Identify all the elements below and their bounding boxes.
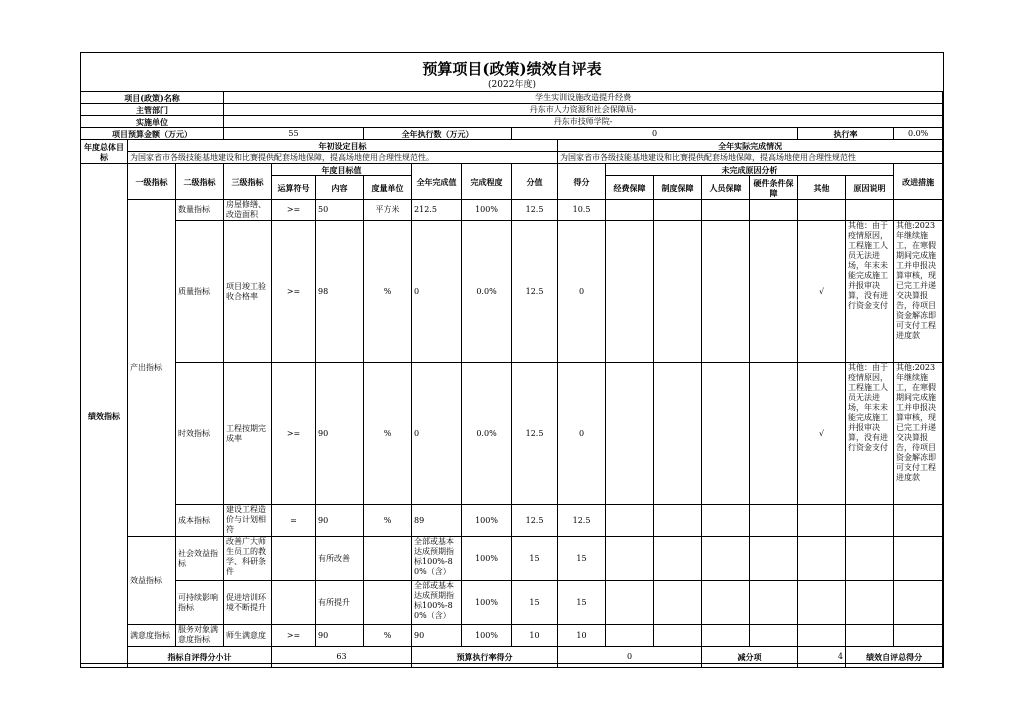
row-unit: % (364, 363, 412, 505)
row-r5 (798, 505, 846, 537)
row-score: 12.5 (558, 505, 606, 537)
row-improve (894, 625, 943, 647)
row-r5 (798, 581, 846, 625)
rate-value: 0.0% (894, 128, 943, 140)
rate-label: 执行率 (798, 128, 894, 140)
row-score-val: 12.5 (512, 363, 558, 505)
row-r3 (702, 221, 750, 363)
header-annual: 年度目标值 (272, 164, 412, 176)
dept-label: 主管部门 (81, 104, 224, 116)
header-content: 内容 (316, 176, 364, 200)
goal-actual-text: 为国家省市各级技能基地建设和比赛提供配套场地保障，提高场地使用合理性规范性 (558, 152, 943, 164)
row-l2: 社会效益指标 (176, 537, 224, 581)
header-l3: 三级指标 (224, 164, 272, 200)
row-unit: 平方米 (364, 200, 412, 221)
row-op (272, 537, 316, 581)
row-r3 (702, 200, 750, 221)
row-improve (894, 581, 943, 625)
header-degree: 完成程度 (462, 164, 512, 200)
row-improve (894, 537, 943, 581)
row-score: 0 (558, 221, 606, 363)
row-degree: 0.0% (462, 221, 512, 363)
row-actual: 0 (412, 363, 462, 505)
row-r3 (702, 625, 750, 647)
row-unit (364, 581, 412, 625)
row-reason (846, 581, 894, 625)
row-r1 (606, 625, 654, 647)
row-r5-check: √ (798, 363, 846, 505)
row-improve: 其他:2023年继续施工，在寒假期间完成施工并申报决算审核，现已完工并递交决算报告，待项目资金解冻即可支付工程进度款 (894, 363, 943, 505)
row-r3 (702, 537, 750, 581)
row-actual: 212.5 (412, 200, 462, 221)
row-actual: 89 (412, 505, 462, 537)
row-score: 0 (558, 363, 606, 505)
row-score: 15 (558, 537, 606, 581)
row-actual: 90 (412, 625, 462, 647)
row-l3: 师生满意度 (224, 625, 272, 647)
goal-label: 年度总体目标 (81, 140, 128, 164)
row-improve (894, 505, 943, 537)
header-r2: 制度保障 (654, 176, 702, 200)
row-r2 (654, 200, 702, 221)
row-l2: 时效指标 (176, 363, 224, 505)
page-title: 预算项目(政策)绩效自评表 (422, 60, 602, 78)
evaluation-table (80, 91, 944, 668)
header-actual: 全年完成值 (412, 164, 462, 200)
row-score-val: 15 (512, 537, 558, 581)
row-op: >= (272, 625, 316, 647)
deduct-value: 4 (798, 647, 846, 668)
row-r4 (750, 363, 798, 505)
row-l3: 项目竣工验收合格率 (224, 221, 272, 363)
goal-initial-text: 为国家省市各级技能基地建设和比赛提供配套场地保障，提高场地使用合理性规范性。 (128, 152, 558, 164)
row-improve: 其他:2023年继续施工，在寒假期间完成施工并申报决算审核，现已完工并递交决算报告，待项目资金解冻即可支付工程进度款 (894, 221, 943, 363)
row-unit: % (364, 221, 412, 363)
row-actual: 全部或基本达成预期指标100%-80%（含） (412, 537, 462, 581)
row-score-val: 15 (512, 581, 558, 625)
row-content: 98 (316, 221, 364, 363)
budget-label: 项目预算金额（万元） (81, 128, 224, 140)
project-name-label: 项目(政策)名称 (81, 92, 224, 104)
group-output: 产出指标 (128, 200, 176, 537)
row-content: 90 (316, 625, 364, 647)
row-score: 10.5 (558, 200, 606, 221)
row-unit: % (364, 625, 412, 647)
deduct-label: 减分项 (702, 647, 798, 668)
budget-value: 55 (224, 128, 364, 140)
row-op (272, 581, 316, 625)
row-reason: 其他：由于疫情原因，工程施工人员无法进场，年末未能完成施工并报审决算，没有进行资金支付 (846, 221, 894, 363)
evaluation-sheet (80, 52, 944, 664)
row-reason (846, 625, 894, 647)
row-r1 (606, 581, 654, 625)
subtotal-value: 63 (272, 647, 412, 668)
row-score-val: 12.5 (512, 221, 558, 363)
row-r3 (702, 581, 750, 625)
row-r4 (750, 625, 798, 647)
header-l1: 一级指标 (128, 164, 176, 200)
header-l2: 二级指标 (176, 164, 224, 200)
row-l3: 改善广大师生员工的教学、科研条件 (224, 537, 272, 581)
row-degree: 100% (462, 581, 512, 625)
page-subtitle-year: (2022年度) (488, 80, 536, 90)
title-block (81, 53, 943, 91)
subtotal-label: 指标自评得分小计 (128, 647, 272, 668)
row-reason (846, 537, 894, 581)
row-score-val: 10 (512, 625, 558, 647)
header-score-val: 分值 (512, 164, 558, 200)
row-op: = (272, 505, 316, 537)
row-r2 (654, 625, 702, 647)
row-content: 有所改善 (316, 537, 364, 581)
row-l2: 数量指标 (176, 200, 224, 221)
project-name-value: 学生实训设施改造提升经费 (224, 92, 943, 104)
header-r3: 人员保障 (702, 176, 750, 200)
row-l2: 成本指标 (176, 505, 224, 537)
dept-value: 丹东市人力资源和社会保障局- (224, 104, 943, 116)
row-content: 有所提升 (316, 581, 364, 625)
row-r1 (606, 221, 654, 363)
row-op: >= (272, 200, 316, 221)
row-actual: 0 (412, 221, 462, 363)
header-r1: 经费保障 (606, 176, 654, 200)
row-r4 (750, 221, 798, 363)
row-score: 10 (558, 625, 606, 647)
header-improve: 改进措施 (894, 164, 943, 200)
row-degree: 100% (462, 505, 512, 537)
row-r2 (654, 221, 702, 363)
row-r4 (750, 505, 798, 537)
row-r1 (606, 537, 654, 581)
row-degree: 100% (462, 625, 512, 647)
budget-score-value: 0 (558, 647, 702, 668)
row-r5 (798, 625, 846, 647)
header-op: 运算符号 (272, 176, 316, 200)
row-reason: 其他：由于疫情原因，工程施工人员无法进场，年末未能完成施工并报审决算，没有进行资金支付 (846, 363, 894, 505)
row-content: 50 (316, 200, 364, 221)
row-r3 (702, 363, 750, 505)
row-improve (894, 200, 943, 221)
row-r2 (654, 581, 702, 625)
goal-actual-label: 全年实际完成情况 (558, 140, 943, 152)
unit-value: 丹东市技师学院- (224, 116, 943, 128)
budget-score-label: 预算执行率得分 (412, 647, 558, 668)
goal-initial-label: 年初设定目标 (128, 140, 558, 152)
row-op: >= (272, 363, 316, 505)
header-unit: 度量单位 (364, 176, 412, 200)
header-r5: 其他 (798, 176, 846, 200)
total-value (943, 647, 944, 668)
row-r1 (606, 505, 654, 537)
row-l3: 促进培训环境不断提升 (224, 581, 272, 625)
row-actual: 全部或基本达成预期指标100%-80%（含） (412, 581, 462, 625)
row-r4 (750, 200, 798, 221)
row-reason (846, 505, 894, 537)
row-unit: % (364, 505, 412, 537)
row-op: >= (272, 221, 316, 363)
header-score: 得分 (558, 164, 606, 200)
row-r2 (654, 537, 702, 581)
row-l2: 质量指标 (176, 221, 224, 363)
header-r4: 硬件条件保障 (750, 176, 798, 200)
row-content: 90 (316, 363, 364, 505)
row-reason (846, 200, 894, 221)
row-r1 (606, 200, 654, 221)
header-reasons: 未完成原因分析 (606, 164, 894, 176)
exec-label: 全年执行数（万元） (364, 128, 512, 140)
row-content: 90 (316, 505, 364, 537)
group-satisfaction: 满意度指标 (128, 625, 176, 647)
row-r2 (654, 505, 702, 537)
row-r4 (750, 537, 798, 581)
row-l2: 可持续影响指标 (176, 581, 224, 625)
row-degree: 100% (462, 200, 512, 221)
row-score: 15 (558, 581, 606, 625)
row-r4 (750, 581, 798, 625)
row-degree: 0.0% (462, 363, 512, 505)
row-l3: 建设工程造价与计划相符 (224, 505, 272, 537)
row-r5 (798, 537, 846, 581)
row-degree: 100% (462, 537, 512, 581)
row-r5 (798, 200, 846, 221)
row-r2 (654, 363, 702, 505)
exec-value: 0 (512, 128, 798, 140)
perf-label: 绩效指标 (81, 164, 128, 668)
group-benefit: 效益指标 (128, 537, 176, 625)
row-l2: 服务对象满意度指标 (176, 625, 224, 647)
row-score-val: 12.5 (512, 505, 558, 537)
row-l3: 工程按期完成率 (224, 363, 272, 505)
row-r5-check: √ (798, 221, 846, 363)
row-unit (364, 537, 412, 581)
row-score-val: 12.5 (512, 200, 558, 221)
row-r3 (702, 505, 750, 537)
header-r6: 原因说明 (846, 176, 894, 200)
unit-label: 实施单位 (81, 116, 224, 128)
row-l3: 房屋修缮、改造面积 (224, 200, 272, 221)
total-label: 绩效自评总得分 (846, 647, 943, 668)
row-r1 (606, 363, 654, 505)
